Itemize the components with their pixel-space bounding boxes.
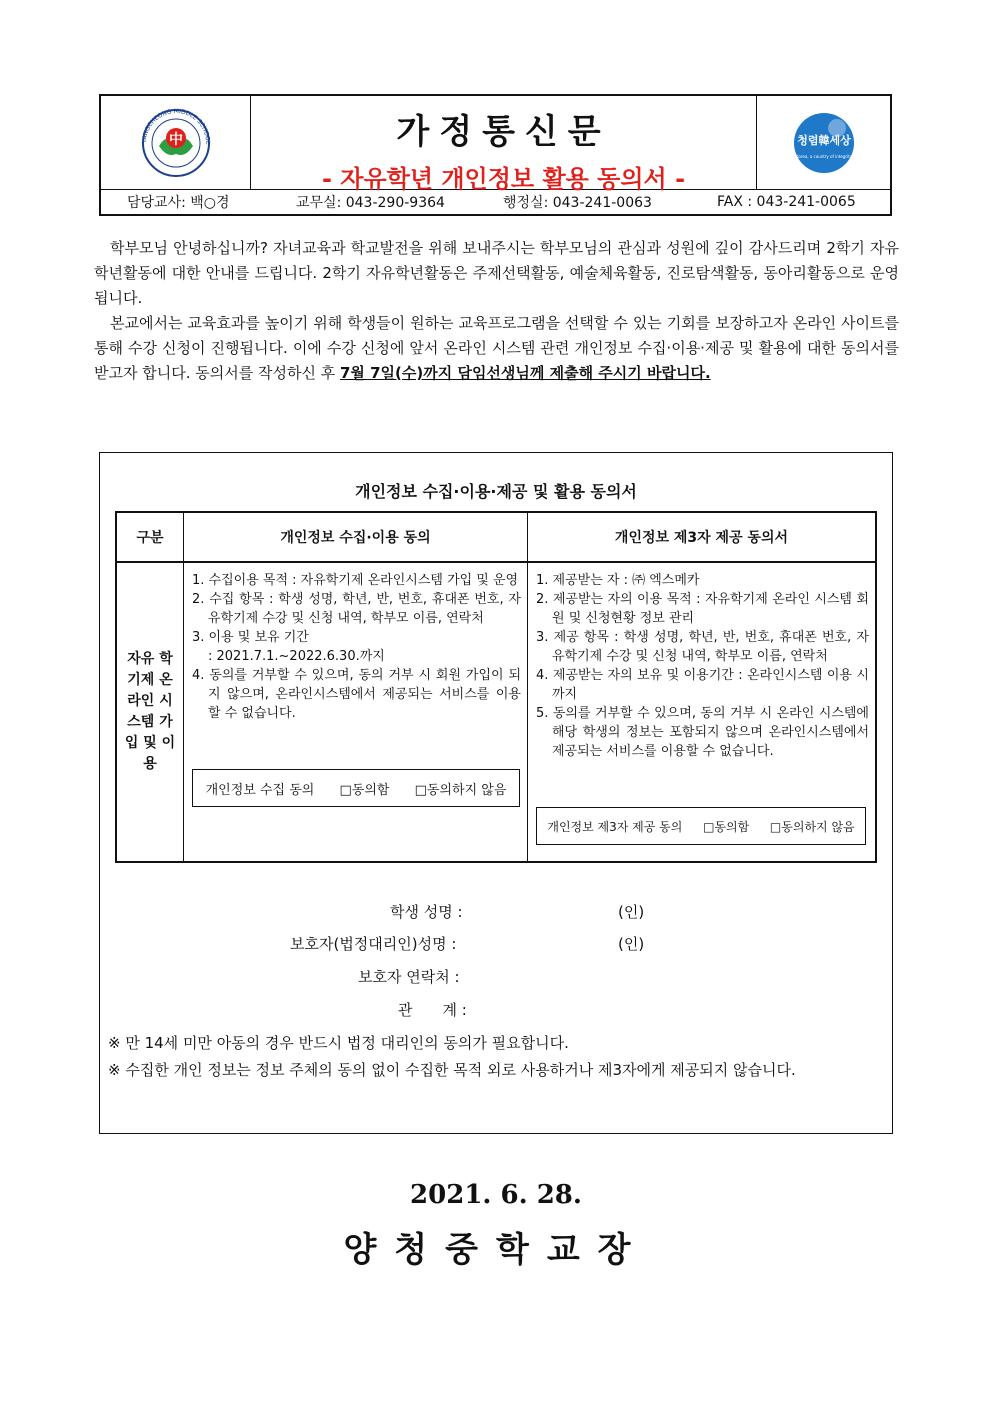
consent-title: 개인정보 수집·이용·제공 및 활용 동의서 — [355, 482, 637, 501]
list-item: 4. 제공받는 자의 보유 및 이용기간 : 온라인시스템 이용 시 까지 — [536, 668, 869, 702]
list-item: 1. 수집이용 목적 : 자유학기제 온라인시스템 가입 및 운영 — [192, 573, 519, 588]
list-item: 5. 동의를 거부할 수 있으며, 동의 거부 시 온라인 시스템에 해당 학생의 정보는 포함되지 않으며 온라인시스템에서 제공되는 서비스를 이용할 수 없습니다. — [536, 706, 869, 759]
guardian-seal: (인) — [618, 935, 645, 953]
consent-form — [99, 452, 893, 1134]
teacher-info: 담당교사: 백○경 — [127, 195, 230, 211]
header-collection-consent: 개인정보 수집·이용 동의 — [184, 513, 528, 563]
consent-table — [115, 511, 877, 863]
student-name-label: 학생 성명 : — [390, 903, 463, 921]
integrity-logo-icon — [757, 96, 891, 190]
list-item: 4. 동의를 거부할 수 있으며, 동의 거부 시 회원 가입이 되지 않으며, 온라인시스템에서 제공되는 서비스를 이용할 수 없습니다. — [192, 668, 521, 721]
collection-disagree-checkbox[interactable]: □동의하지 않음 — [414, 782, 507, 798]
guardian-contact-label: 보호자 연락처 : — [358, 968, 460, 986]
list-item: 3. 이용 및 보유 기간 — [192, 630, 309, 645]
integrity-logo-cell — [756, 96, 890, 190]
collection-items — [184, 563, 527, 723]
office-phone: 교무실: 043-290-9364 — [296, 195, 445, 211]
header-top-row — [101, 96, 890, 193]
third-party-consent-cell — [528, 563, 875, 861]
list-item: 1. 제공받는 자 : ㈜ 엑스메카 — [536, 573, 700, 588]
row-label — [117, 563, 184, 861]
collection-agree-checkbox[interactable]: □동의함 — [339, 782, 390, 798]
page-title: 가정통신문 — [396, 112, 611, 152]
third-party-disagree-checkbox[interactable]: □동의하지 않음 — [769, 819, 855, 834]
integrity-logo-text: 청렴韓세상 — [797, 134, 851, 147]
list-item: 2. 수집 항목 : 학생 성명, 학년, 반, 번호, 휴대폰 번호, 자유학기제 수강 및 신청 내역, 학부모 이름, 연락처 — [192, 592, 521, 626]
newsletter-header — [99, 94, 892, 216]
header-third-party-consent: 개인정보 제3자 제공 동의서 — [528, 513, 875, 563]
guardian-name-label: 보호자(법정대리인)성명 : — [290, 935, 457, 953]
issue-date: 2021. 6. 28. — [410, 1180, 582, 1210]
school-logo-glyph: 中 — [169, 132, 183, 148]
list-item: 2. 제공받는 자의 이용 목적 : 자유학기제 온라인 시스템 회원 및 신청현황 정보 관리 — [536, 592, 869, 626]
intro-paragraph-1: 학부모님 안녕하십니까? 자녀교육과 학교발전을 위해 보내주시는 학부모님의 관심과 성원에 깊이 감사드리며 2학기 자유학년활동에 대한 안내를 드립니다. 2학기 자유학년활동은 주제선택활동, 예술체육활동, 진로탐색활동, 동아리활동으로 운영됩니다. — [94, 239, 899, 307]
collection-consent-cell — [184, 563, 528, 861]
principal-signature: 양청중학교장 — [343, 1230, 649, 1270]
third-party-consent-label: 개인정보 제3자 제공 동의 — [547, 819, 683, 834]
third-party-agree-checkbox[interactable]: □동의함 — [703, 819, 750, 834]
third-party-items — [528, 563, 875, 761]
page-subtitle: - 자유학년 개인정보 활용 동의서 - — [321, 165, 686, 193]
deadline-notice: 7월 7일(수)까지 담임선생님께 제출해 주시기 바랍니다. — [339, 364, 711, 382]
list-item: 3. 제공 항목 : 학생 성명, 학년, 반, 번호, 휴대폰 번호, 자유학기제 수강 및 신청 내역, 학부모 이름, 연락처 — [536, 630, 869, 664]
relation-label: 관 계 : — [398, 1001, 467, 1019]
row-label-text: 자유 학기제 온라인 시스템 가입 및 이용 — [124, 651, 176, 772]
note-age: ※ 만 14세 미만 아동의 경우 반드시 법정 대리인의 동의가 필요합니다. — [108, 1034, 569, 1052]
school-logo-cell — [101, 96, 251, 190]
intro-text — [94, 236, 899, 386]
student-seal: (인) — [618, 903, 645, 921]
list-item-period: : 2021.7.1.~2022.6.30.까지 — [208, 649, 385, 664]
note-privacy: ※ 수집한 개인 정보는 정보 주체의 동의 없이 수집한 목적 외로 사용하거나 제3자에게 제공되지 않습니다. — [108, 1061, 796, 1079]
integrity-logo-subtext: Korea, a country of integrity — [795, 154, 853, 159]
admin-phone: 행정실: 043-241-0063 — [503, 195, 652, 211]
collection-consent-checkboxes — [192, 769, 520, 807]
contact-row — [101, 190, 890, 214]
header-category: 구분 — [117, 513, 184, 563]
school-logo-ring-text: YANGCHEONG MIDDLE SCHOOL — [140, 107, 212, 145]
fax-number: FAX : 043-241-0065 — [717, 194, 856, 210]
collection-consent-label: 개인정보 수집 동의 — [205, 782, 315, 798]
intro-paragraph-2 — [94, 311, 899, 386]
school-logo-icon — [101, 96, 251, 190]
third-party-consent-checkboxes — [536, 807, 866, 845]
intro-paragraph-2-text: 본교에서는 교육효과를 높이기 위해 학생들이 원하는 교육프로그램을 선택할 수 있는 기회를 보장하고자 온라인 사이트를 통해 수강 신청이 진행됩니다. 이에 수강 신청에 앞서 온라인 시스템 관련 개인정보 수집·이용·제공 및 활용에 대한 동의서를 받고자 합니다. 동의서를 작성하신 후 — [94, 314, 899, 382]
title-area — [251, 96, 756, 193]
